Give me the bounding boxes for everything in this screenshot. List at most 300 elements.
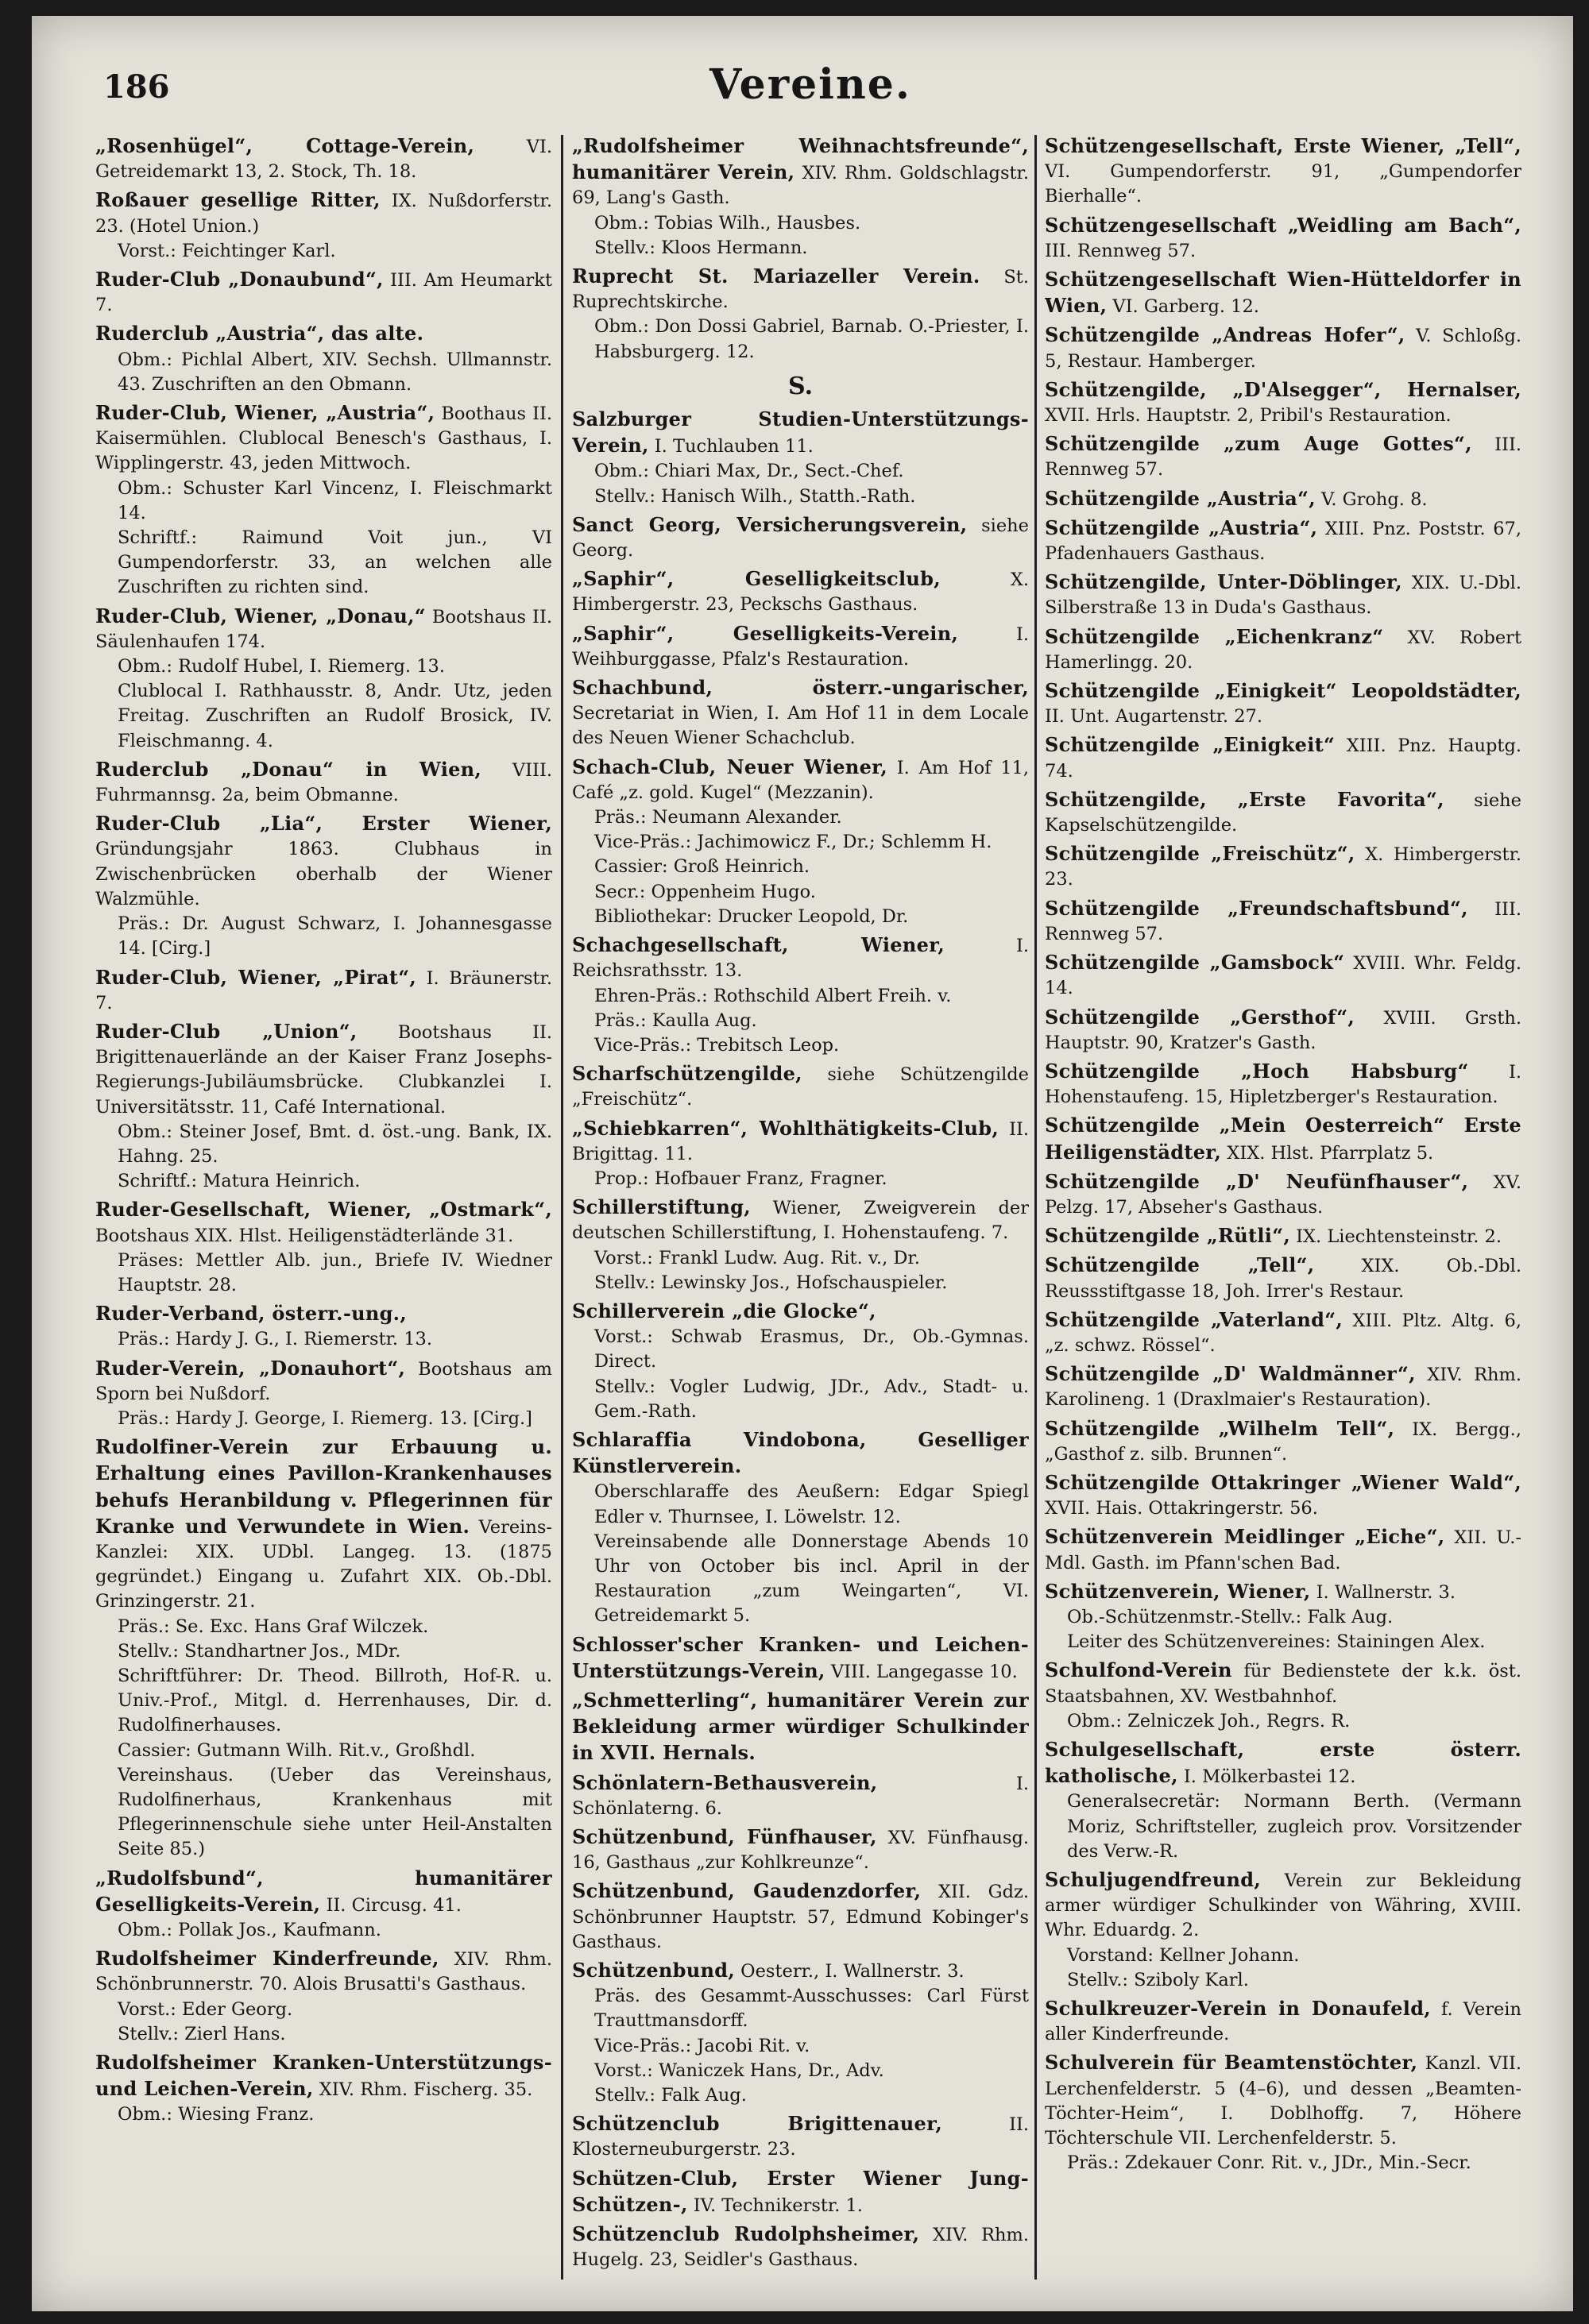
entry-name: Schützenclub Rudolphsheimer, xyxy=(572,2222,920,2246)
entry-name: „Rudolfsheimer Weihnachtsfreunde“, humanitärer Verein, xyxy=(572,134,1029,184)
entry-name: Schützengilde „Gamsbock“ xyxy=(1045,951,1345,975)
directory-entry xyxy=(572,1632,1029,1685)
entry-heading-line xyxy=(572,133,1029,211)
entry-address: V. Grohg. 8. xyxy=(1321,488,1428,510)
entry-detail-line: Cassier: Gutmann Wilh. Rit.v., Großhdl. xyxy=(118,1739,476,1761)
entry-name: Ruder-Club „Union“, xyxy=(95,1019,358,1043)
entry-name: Sanct Georg, Versicherungsverein, xyxy=(572,512,968,536)
entry-address: VI. Getreidemarkt 13, 2. Stock, Th. 18. xyxy=(95,137,552,183)
directory-entry xyxy=(1045,377,1521,428)
directory-entry xyxy=(572,1878,1029,1955)
directory-entry xyxy=(1045,1223,1521,1249)
entry-detail-line: Stellv.: Vogler Ludwig, JDr., Adv., Stadt- u. Gem.-Rath. xyxy=(594,1376,1029,1422)
entry-name: „Schmetterling“, humanitärer Verein zur Bekleidung armer würdiger Schulkinder in XVII. Hernals. xyxy=(572,1688,1029,1765)
directory-entry xyxy=(572,1824,1029,1875)
entry-name: Ruder-Club „Donaubund“, xyxy=(95,268,384,291)
entry-name: Schützengilde „Eichenkranz“ xyxy=(1045,624,1384,648)
entry-heading-line xyxy=(1045,569,1521,620)
entry-address: Bootshaus am Sporn bei Nußdorf. xyxy=(95,1358,552,1404)
directory-entry xyxy=(95,2050,552,2128)
entry-heading-line xyxy=(1045,1005,1521,1056)
directory-page xyxy=(32,16,1573,2311)
entry-address: für Bedienstete der k.k. öst. Staatsbahnen, XV. Westbahnhof. xyxy=(1045,1661,1521,1707)
entry-heading-line xyxy=(572,1958,1029,1984)
entry-heading-line xyxy=(1045,486,1521,512)
entry-detail-line: Generalsecretär: Normann Berth. (Vermann Moriz, Schriftsteller, zugleich prov. Vorsitzender des Verw.-R. xyxy=(1067,1791,1521,1862)
entry-address: II. Unt. Augartenstr. 27. xyxy=(1045,706,1262,728)
entry-name: Schützengilde „Austria“, xyxy=(1045,486,1316,510)
entry-detail-line: Obm.: Chiari Max, Dr., Sect.-Chef. xyxy=(594,461,904,482)
entry-name: Ruder-Club, Wiener, „Donau,“ xyxy=(95,604,426,627)
entry-heading-line xyxy=(95,811,552,912)
entry-address: XV. Robert Hamerlingg. 20. xyxy=(1045,627,1521,673)
entry-address: XIV. Rhm. Goldschlagstr. 69, Lang's Gasth. xyxy=(572,163,1029,209)
entry-heading-line xyxy=(1045,1307,1521,1358)
entry-heading-line xyxy=(1045,1996,1521,2047)
entry-address: IX. Liechtensteinstr. 2. xyxy=(1296,1226,1502,1248)
entry-heading-line xyxy=(1045,950,1521,1001)
entry-heading-line xyxy=(572,1195,1029,1245)
entry-address: siehe Schützengilde „Freischütz“. xyxy=(572,1064,1029,1110)
entry-name: Ruder-Club „Lia“, Erster Wiener, xyxy=(95,812,552,836)
entry-address: Verein zur Bekleidung armer würdiger Schulkinder von Währing, XVIII. Whr. Eduardg. 2. xyxy=(1045,1870,1521,1941)
directory-entry xyxy=(572,133,1029,261)
entry-heading-line xyxy=(1045,841,1521,892)
entry-address: V. Schloßg. 5, Restaur. Hamberger. xyxy=(1045,326,1521,372)
entry-detail-line: Vice-Präs.: Jachimowicz F., Dr.; Schlemm H. xyxy=(594,832,992,853)
entry-name: Schönlatern-Bethausverein, xyxy=(572,1770,878,1794)
entry-heading-line xyxy=(95,1301,552,1327)
entry-detail-line: Vereinshaus. (Ueber das Vereinshaus, Rudolfinerhaus, Krankenhaus mit Pflegerinnenschule siehe unter Heil-Anstalten Seite 85.) xyxy=(118,1764,552,1860)
entry-name: Schützengilde „D' Waldmänner“, xyxy=(1045,1362,1416,1386)
column-3 xyxy=(1045,133,1521,2294)
directory-entry xyxy=(1045,2050,1521,2175)
directory-entry xyxy=(572,407,1029,509)
entry-detail-line: Präs.: Zdekauer Conr. Rit. v., JDr., Min.-Secr. xyxy=(1067,2152,1471,2174)
directory-entry xyxy=(572,264,1029,365)
directory-entry xyxy=(572,1770,1029,1821)
directory-entry xyxy=(1045,486,1521,512)
directory-entry xyxy=(95,400,552,600)
directory-entry xyxy=(572,621,1029,672)
entry-detail-line: Vorst.: Feichtinger Karl. xyxy=(118,240,336,261)
entry-heading-line xyxy=(95,1866,552,1918)
entry-name: Schützenbund, Fünfhauser, xyxy=(572,1825,877,1848)
entry-detail-line: Stellv.: Lewinsky Jos., Hofschauspieler. xyxy=(594,1272,948,1293)
entry-name: „Schiebkarren“, Wohlthätigkeits-Club, xyxy=(572,1116,999,1140)
entry-name: Schach-Club, Neuer Wiener, xyxy=(572,755,887,778)
entry-address: XVII. Hais. Ottakringerstr. 56. xyxy=(1045,1498,1318,1519)
entry-name: Ruprecht St. Mariazeller Verein. xyxy=(572,264,980,288)
entry-name: Schützengilde „Gersthof“, xyxy=(1045,1005,1355,1029)
entry-heading-line xyxy=(1045,267,1521,319)
entry-name: Schützengilde „Wilhelm Tell“, xyxy=(1045,1416,1395,1440)
entry-detail-line: Stellv.: Zierl Hans. xyxy=(118,2023,286,2044)
entry-address: Bootshaus II. Säulenhaufen 174. xyxy=(95,606,552,652)
entry-heading-line xyxy=(95,604,552,654)
directory-entry xyxy=(572,2166,1029,2218)
entry-heading-line xyxy=(95,1197,552,1248)
directory-entry xyxy=(95,1866,552,1944)
entry-heading-line xyxy=(1045,1579,1521,1605)
directory-entry xyxy=(1045,624,1521,675)
entry-detail-line: Präs.: Hardy J. George, I. Riemerg. 13. [Cirg.] xyxy=(118,1407,532,1429)
entry-name: Schützengilde „Freundschaftsbund“, xyxy=(1045,896,1468,920)
entry-heading-line xyxy=(95,321,552,347)
entry-detail-line: Vorst.: Waniczek Hans, Dr., Adv. xyxy=(594,2060,884,2081)
entry-detail-line: Obm.: Don Dossi Gabriel, Barnab. O.-Priester, I. Habsburgerg. 12. xyxy=(594,316,1029,362)
entry-detail-line: Schriftf.: Matura Heinrich. xyxy=(118,1171,361,1192)
entry-name: Schillerstiftung, xyxy=(572,1195,751,1219)
entry-heading-line xyxy=(1045,322,1521,373)
entry-heading-line xyxy=(572,2111,1029,2162)
directory-entry xyxy=(95,1434,552,1862)
directory-entry xyxy=(1045,1470,1521,1521)
entry-address: XII. Gdz. Schönbrunner Hauptstr. 57, Edmund Kobinger's Gasthaus. xyxy=(572,1882,1029,1952)
entry-name: Scharfschützengilde, xyxy=(572,1062,802,1086)
entry-heading-line xyxy=(572,621,1029,672)
directory-entry xyxy=(95,1946,552,2047)
entry-address: siehe Georg. xyxy=(572,515,1029,562)
entry-address: I. Bräunerstr. 7. xyxy=(95,967,552,1013)
directory-entry xyxy=(572,1061,1029,1112)
directory-entry xyxy=(1045,1113,1521,1165)
entry-heading-line xyxy=(1045,624,1521,675)
entry-name: Ruder-Verein, „Donauhort“, xyxy=(95,1356,406,1380)
entry-name: Schützenverein Meidlinger „Eiche“, xyxy=(1045,1525,1445,1549)
entry-heading-line xyxy=(95,1019,552,1120)
directory-entry xyxy=(95,965,552,1016)
entry-address: I. Reichsrathsstr. 13. xyxy=(572,936,1029,982)
entry-heading-line xyxy=(1045,133,1521,210)
directory-entry xyxy=(1045,133,1521,210)
directory-entry xyxy=(1045,1658,1521,1734)
entry-detail-line: Präs.: Se. Exc. Hans Graf Wilczek. xyxy=(118,1616,429,1637)
directory-entry xyxy=(95,267,552,318)
directory-entry xyxy=(1045,515,1521,566)
column-divider xyxy=(561,135,563,2280)
entry-name: Ruderclub „Donau“ in Wien, xyxy=(95,757,482,781)
entry-heading-line xyxy=(572,512,1029,563)
entry-address: I. Am Hof 11, Café „z. gold. Kugel“ (Mezzanin). xyxy=(572,757,1029,803)
entry-detail-line: Stellv.: Standhartner Jos., MDr. xyxy=(118,1640,401,1662)
entry-address: VI. Gumpendorferstr. 91, „Gumpendorfer Bierhalle“. xyxy=(1045,161,1521,207)
directory-entry xyxy=(572,2222,1029,2272)
entry-address: I. Weihburggasse, Pfalz's Restauration. xyxy=(572,623,1029,670)
entry-detail-line: Clublocal I. Rathhausstr. 8, Andr. Utz, jeden Freitag. Zuschriften an Rudolf Brosick, IV. Fleischmanng. 4. xyxy=(118,681,552,751)
entry-address: XIX. Ob.-Dbl. Reussstiftgasse 18, Joh. Irrer's Restaur. xyxy=(1045,1256,1521,1302)
directory-entry xyxy=(95,1301,552,1352)
entry-address: XIX. Hlst. Pfarrplatz 5. xyxy=(1227,1142,1434,1164)
directory-entry xyxy=(95,811,552,961)
directory-entry xyxy=(1045,1005,1521,1056)
entry-heading-line xyxy=(572,1688,1029,1767)
entry-name: Schützengilde, Unter-Döblinger, xyxy=(1045,570,1402,594)
entry-name: Rudolfsheimer Kinderfreunde, xyxy=(95,1947,439,1971)
directory-entry xyxy=(572,1958,1029,2108)
entry-heading-line xyxy=(1045,515,1521,566)
entry-address: XIV. Rhm. Karolineng. 1 (Draxlmaier's Restauration). xyxy=(1045,1365,1521,1411)
column-2 xyxy=(572,133,1029,2294)
entry-heading-line xyxy=(1045,732,1521,783)
entry-address: Boothaus II. Kaisermühlen. Clublocal Benesch's Gasthaus, I. Wipplingerstr. 43, jeden Mittwoch. xyxy=(95,403,552,474)
entry-name: Schlaraffia Vindobona, Geselliger Künstlerverein. xyxy=(572,1427,1029,1478)
page-header xyxy=(103,54,1517,118)
entry-name: Schützenverein, Wiener, xyxy=(1045,1579,1311,1603)
directory-entry xyxy=(1045,1996,1521,2047)
entry-name: Schachgesellschaft, Wiener, xyxy=(572,933,945,957)
entry-detail-line: Leiter des Schützenvereines: Stainingen Alex. xyxy=(1067,1631,1486,1653)
directory-entry xyxy=(572,1427,1029,1629)
entry-address: XV. Pelzg. 17, Abseher's Gasthaus. xyxy=(1045,1172,1521,1218)
entry-address: XIX. U.-Dbl. Silberstraße 13 in Duda's Gasthaus. xyxy=(1045,573,1521,619)
entry-name: Schulgesellschaft, erste österr. katholische, xyxy=(1045,1737,1521,1788)
entry-heading-line xyxy=(1045,1169,1521,1220)
entry-heading-line xyxy=(1045,1737,1521,1789)
entry-address: VIII. Fuhrmannsg. 2a, beim Obmanne. xyxy=(95,759,552,806)
directory-entry xyxy=(1045,1169,1521,1220)
entry-address: Secretariat in Wien, I. Am Hof 11 in dem Locale des Neuen Wiener Schachclub. xyxy=(572,703,1029,749)
entry-name: Schuljugendfreund, xyxy=(1045,1868,1262,1891)
entry-address: I. Schönlaterng. 6. xyxy=(572,1773,1029,1819)
entry-name: Schützengilde Ottakringer „Wiener Wald“, xyxy=(1045,1470,1521,1494)
entry-detail-line: Vereinsabende alle Donnerstage Abends 10 Uhr von October bis incl. April in der Restauration „zum Weingarten“, VI. Getreidemarkt 5. xyxy=(594,1531,1029,1627)
entry-detail-line: Präs.: Neumann Alexander. xyxy=(594,807,842,828)
entry-address: VIII. Langegasse 10. xyxy=(830,1661,1018,1682)
entry-heading-line xyxy=(572,675,1029,751)
directory-entry xyxy=(1045,1416,1521,1467)
entry-heading-line xyxy=(572,1878,1029,1955)
entry-address: Oesterr., I. Wallnerstr. 3. xyxy=(740,1961,965,1982)
entry-heading-line xyxy=(572,1299,1029,1325)
entry-heading-line xyxy=(572,1770,1029,1821)
entry-address: Gründungsjahr 1863. Clubhaus in Zwischenbrücken oberhalb der Wiener Walzmühle. xyxy=(95,839,552,909)
entry-detail-line: Obm.: Zelniczek Joh., Regrs. R. xyxy=(1067,1710,1351,1731)
entry-detail-line: Oberschlaraffe des Aeußern: Edgar Spiegl Edler v. Thurnsee, I. Löwelstr. 12. xyxy=(594,1481,1029,1527)
column-divider xyxy=(1034,135,1037,2280)
entry-name: Ruder-Verband, österr.-ung., xyxy=(95,1302,407,1326)
entry-name: „Saphir“, Geselligkeits-Verein, xyxy=(572,621,959,645)
entry-heading-line xyxy=(95,187,552,238)
entry-address: siehe Kapselschützengilde. xyxy=(1045,789,1521,836)
entry-heading-line xyxy=(572,1632,1029,1685)
entry-detail-line: Präs.: Kaulla Aug. xyxy=(594,1010,757,1031)
entry-heading-line xyxy=(95,267,552,318)
entry-name: Schützengilde „Andreas Hofer“, xyxy=(1045,323,1405,347)
entry-address: IV. Technikerstr. 1. xyxy=(693,2195,863,2216)
entry-address: II. Klosterneuburgerstr. 23. xyxy=(572,2114,1029,2160)
directory-entry xyxy=(95,321,552,397)
directory-entry xyxy=(1045,787,1521,838)
entry-address: II. Circusg. 41. xyxy=(326,1894,462,1916)
entry-name: Schützengesellschaft „Weidling am Bach“, xyxy=(1045,213,1521,237)
entry-heading-line xyxy=(1045,1223,1521,1249)
entry-address: IX. Nußdorferstr. 23. (Hotel Union.) xyxy=(95,191,552,237)
entry-name: „Saphir“, Geselligkeitsclub, xyxy=(572,567,941,591)
directory-entry xyxy=(572,2111,1029,2162)
entry-heading-line xyxy=(95,757,552,808)
directory-entry xyxy=(1045,950,1521,1001)
entry-address: X. Himbergerstr. 23. xyxy=(1045,844,1521,890)
entry-name: Schützengilde „Freischütz“, xyxy=(1045,842,1355,866)
entry-heading-line xyxy=(572,1427,1029,1480)
entry-name: Schützengilde „Austria“, xyxy=(1045,515,1318,539)
directory-entry xyxy=(1045,1253,1521,1303)
entry-heading-line xyxy=(1045,213,1521,264)
entry-address: XVII. Hrls. Hauptstr. 2, Pribil's Restauration. xyxy=(1045,405,1452,427)
entry-address: Bootshaus XIX. Hlst. Heiligenstädterlände 31. xyxy=(95,1225,514,1246)
entry-address: III. Rennweg 57. xyxy=(1045,898,1521,944)
entry-name: Schützenbund, xyxy=(572,1959,735,1982)
entry-heading-line xyxy=(1045,1416,1521,1467)
entry-heading-line xyxy=(572,566,1029,617)
entry-address: IX. Bergg., „Gasthof z. silb. Brunnen“. xyxy=(1045,1419,1521,1465)
entry-name: Schlosser'scher Kranken- und Leichen-Unterstützungs-Verein, xyxy=(572,1632,1029,1682)
entry-heading-line xyxy=(1045,1361,1521,1412)
entry-detail-line: Schriftf.: Raimund Voit jun., VI Gumpendorferstr. 33, an welchen alle Zuschriften zu richten sind. xyxy=(118,527,552,598)
entry-name: Schulkreuzer-Verein in Donaufeld, xyxy=(1045,1997,1431,2021)
entry-detail-line: Schriftführer: Dr. Theod. Billroth, Hof-R. u. Univ.-Prof., Mitgl. d. Herrenhauses, Dir. d. Rudolfinerhauses. xyxy=(118,1665,552,1736)
entry-address: St. Ruprechtskirche. xyxy=(572,267,1029,313)
directory-entry xyxy=(1045,213,1521,264)
entry-address: Kanzl. VII. Lerchenfelderstr. 5 (4–6), und dessen „Beamten-Töchter-Heim“, I. Doblhoffg. 7, Höhere Töchterschule VII. Lerchenfelderstr. 5. xyxy=(1045,2053,1521,2149)
entry-name: Schützengilde „D' Neufünfhauser“, xyxy=(1045,1169,1469,1193)
entry-detail-line: Präs.: Dr. August Schwarz, I. Johannesgasse 14. [Cirg.] xyxy=(118,913,552,959)
entry-heading-line xyxy=(1045,1059,1521,1110)
directory-entry xyxy=(572,1116,1029,1192)
entry-detail-line: Vice-Präs.: Jacobi Rit. v. xyxy=(594,2035,810,2056)
entry-detail-line: Secr.: Oppenheim Hugo. xyxy=(594,881,816,902)
entry-heading-line xyxy=(95,2050,552,2102)
entry-detail-line: Ehren-Präs.: Rothschild Albert Freih. v. xyxy=(594,985,952,1006)
directory-entry xyxy=(572,512,1029,563)
entry-name: Schützengilde „Einigkeit“ xyxy=(1045,733,1336,757)
entry-heading-line xyxy=(1045,1470,1521,1521)
entry-heading-line xyxy=(1045,1113,1521,1165)
entry-name: Schützengilde „Vaterland“, xyxy=(1045,1307,1343,1331)
entry-detail-line: Vorstand: Kellner Johann. xyxy=(1067,1944,1300,1966)
entry-detail-line: Vorst.: Schwab Erasmus, Dr., Ob.-Gymnas. Direct. xyxy=(594,1326,1029,1372)
directory-entry xyxy=(1045,1737,1521,1864)
entry-heading-line xyxy=(95,400,552,477)
directory-entry xyxy=(1045,1361,1521,1412)
directory-entry xyxy=(572,566,1029,617)
entry-heading-line xyxy=(95,133,552,184)
entry-address: III. Rennweg 57. xyxy=(1045,434,1521,481)
directory-entry xyxy=(1045,841,1521,892)
alphabet-letter-heading: S. xyxy=(787,372,814,400)
column-1 xyxy=(95,133,552,2294)
entry-name: Ruder-Gesellschaft, Wiener, „Ostmark“, xyxy=(95,1198,552,1222)
directory-entry xyxy=(1045,1867,1521,1993)
entry-detail-line: Obm.: Wiesing Franz. xyxy=(118,2104,315,2125)
entry-address: Bootshaus II. Brigittenauerlände an der Kaiser Franz Josephs-Regierungs-Jubiläumsbrücke. Clubkanzlei I. Universitätsstr. 11, Café International. xyxy=(95,1021,552,1118)
entry-heading-line xyxy=(572,407,1029,459)
section-title: Vereine. xyxy=(709,60,911,109)
entry-name: Schillerverein „die Glocke“, xyxy=(572,1299,876,1322)
entry-heading-line xyxy=(572,1824,1029,1875)
directory-entry xyxy=(572,1299,1029,1424)
directory-entry xyxy=(1045,732,1521,783)
entry-address: Vereins-Kanzlei: XIX. UDbl. Langeg. 13. (1875 gegründet.) Eingang u. Zufahrt XIX. Ob.-Dbl. Grinzingerstr. 21. xyxy=(95,1516,552,1612)
entry-address: II. Brigittag. 11. xyxy=(572,1118,1029,1164)
entry-heading-line xyxy=(1045,2050,1521,2151)
directory-entry xyxy=(95,1356,552,1432)
entry-detail-line: Obm.: Steiner Josef, Bmt. d. öst.-ung. Bank, IX. Hahng. 25. xyxy=(118,1121,552,1167)
entry-name: Schützengilde „Einigkeit“ Leopoldstädter, xyxy=(1045,679,1521,703)
page-number: 186 xyxy=(103,68,170,106)
entry-address: XIII. Pnz. Hauptg. 74. xyxy=(1045,735,1521,782)
directory-entry xyxy=(1045,1579,1521,1655)
entry-heading-line xyxy=(95,1946,552,1997)
entry-name: Schützenbund, Gaudenzdorfer, xyxy=(572,1879,922,1903)
entry-heading-line xyxy=(1045,1524,1521,1575)
entry-address: XIV. Rhm. Hugelg. 23, Seidler's Gasthaus. xyxy=(572,2225,1029,2271)
entry-heading-line xyxy=(1045,1658,1521,1708)
entry-heading-line xyxy=(1045,1867,1521,1944)
directory-entry xyxy=(1045,322,1521,373)
entry-name: Schützengilde, „D'Alsegger“, Hernalser, xyxy=(1045,377,1521,401)
entry-name: Ruder-Club, Wiener, „Pirat“, xyxy=(95,965,417,989)
entry-address: XIV. Rhm. Fischerg. 35. xyxy=(319,2079,533,2101)
entry-heading-line xyxy=(1045,377,1521,428)
entry-name: Schützen-Club, Erster Wiener Jung-Schützen-, xyxy=(572,2166,1029,2216)
entry-detail-line: Prop.: Hofbauer Franz, Fragner. xyxy=(594,1168,887,1189)
entry-address: XVIII. Grsth. Hauptstr. 90, Kratzer's Gasth. xyxy=(1045,1007,1521,1053)
entry-name: „Rosenhügel“, Cottage-Verein, xyxy=(95,134,475,157)
entry-name: Ruderclub „Austria“, das alte. xyxy=(95,322,424,346)
entry-address: XVIII. Whr. Feldg. 14. xyxy=(1045,953,1521,999)
entry-detail-line: Vorst.: Eder Georg. xyxy=(118,1998,293,2020)
entry-name: Schützengilde „zum Auge Gottes“, xyxy=(1045,432,1472,456)
entry-name: Roßauer gesellige Ritter, xyxy=(95,188,381,212)
entry-name: Schützengilde, „Erste Favorita“, xyxy=(1045,787,1444,811)
entry-heading-line xyxy=(1045,787,1521,838)
entry-name: Rudolfsheimer Kranken-Unterstützungs- und Leichen-Verein, xyxy=(95,2051,552,2101)
directory-entry xyxy=(572,1195,1029,1295)
entry-address: XIV. Rhm. Schönbrunnerstr. 70. Alois Brusatti's Gasthaus. xyxy=(95,1949,552,1995)
entry-name: „Rudolfsbund“, humanitärer Geselligkeits-Verein, xyxy=(95,1866,552,1916)
entry-address: I. Mölkerbastei 12. xyxy=(1183,1766,1356,1788)
entry-name: Rudolfiner-Verein zur Erbauung u. Erhaltung eines Pavillon-Krankenhauses behufs Heranbildung v. Pflegerinnen für Kranke und Verwundete in Wien. xyxy=(95,1435,552,1538)
entry-name: Schützengesellschaft Wien-Hütteldorfer in Wien, xyxy=(1045,268,1521,318)
entry-heading-line xyxy=(572,932,1029,983)
entry-name: Schützengilde „Hoch Habsburg“ xyxy=(1045,1059,1469,1083)
entry-heading-line xyxy=(1045,1253,1521,1303)
entry-address: I. Hohenstaufeng. 15, Hipletzberger's Restauration. xyxy=(1045,1061,1521,1108)
directory-entry xyxy=(95,604,552,754)
entry-address: XII. U.-Mdl. Gasth. im Pfann'schen Bad. xyxy=(1045,1527,1521,1573)
entry-detail-line: Obm.: Schuster Karl Vincenz, I. Fleischmarkt 14. xyxy=(118,477,552,523)
entry-address: XV. Fünfhausg. 16, Gasthaus „zur Kohlkreunze“. xyxy=(572,1828,1029,1874)
directory-entry xyxy=(1045,1524,1521,1575)
entry-detail-line: Vorst.: Frankl Ludw. Aug. Rit. v., Dr. xyxy=(594,1247,920,1268)
entry-heading-line xyxy=(1045,896,1521,947)
entry-detail-line: Stellv.: Sziboly Karl. xyxy=(1067,1969,1249,1990)
directory-entry xyxy=(572,1688,1029,1767)
entry-address: X. Himbergerstr. 23, Peckschs Gasthaus. xyxy=(572,569,1029,616)
entry-detail-line: Obm.: Rudolf Hubel, I. Riemerg. 13. xyxy=(118,656,445,678)
entry-address: III. Rennweg 57. xyxy=(1045,240,1197,261)
entry-heading-line xyxy=(572,2166,1029,2218)
entry-detail-line: Stellv.: Hanisch Wilh., Statth.-Rath. xyxy=(594,485,916,507)
directory-entry xyxy=(95,187,552,264)
directory-entry xyxy=(572,755,1029,929)
directory-entry xyxy=(1045,896,1521,947)
entry-address: XIII. Pnz. Poststr. 67, Pfadenhauers Gasthaus. xyxy=(1045,518,1521,565)
directory-entry xyxy=(1045,569,1521,620)
directory-entry xyxy=(95,757,552,808)
